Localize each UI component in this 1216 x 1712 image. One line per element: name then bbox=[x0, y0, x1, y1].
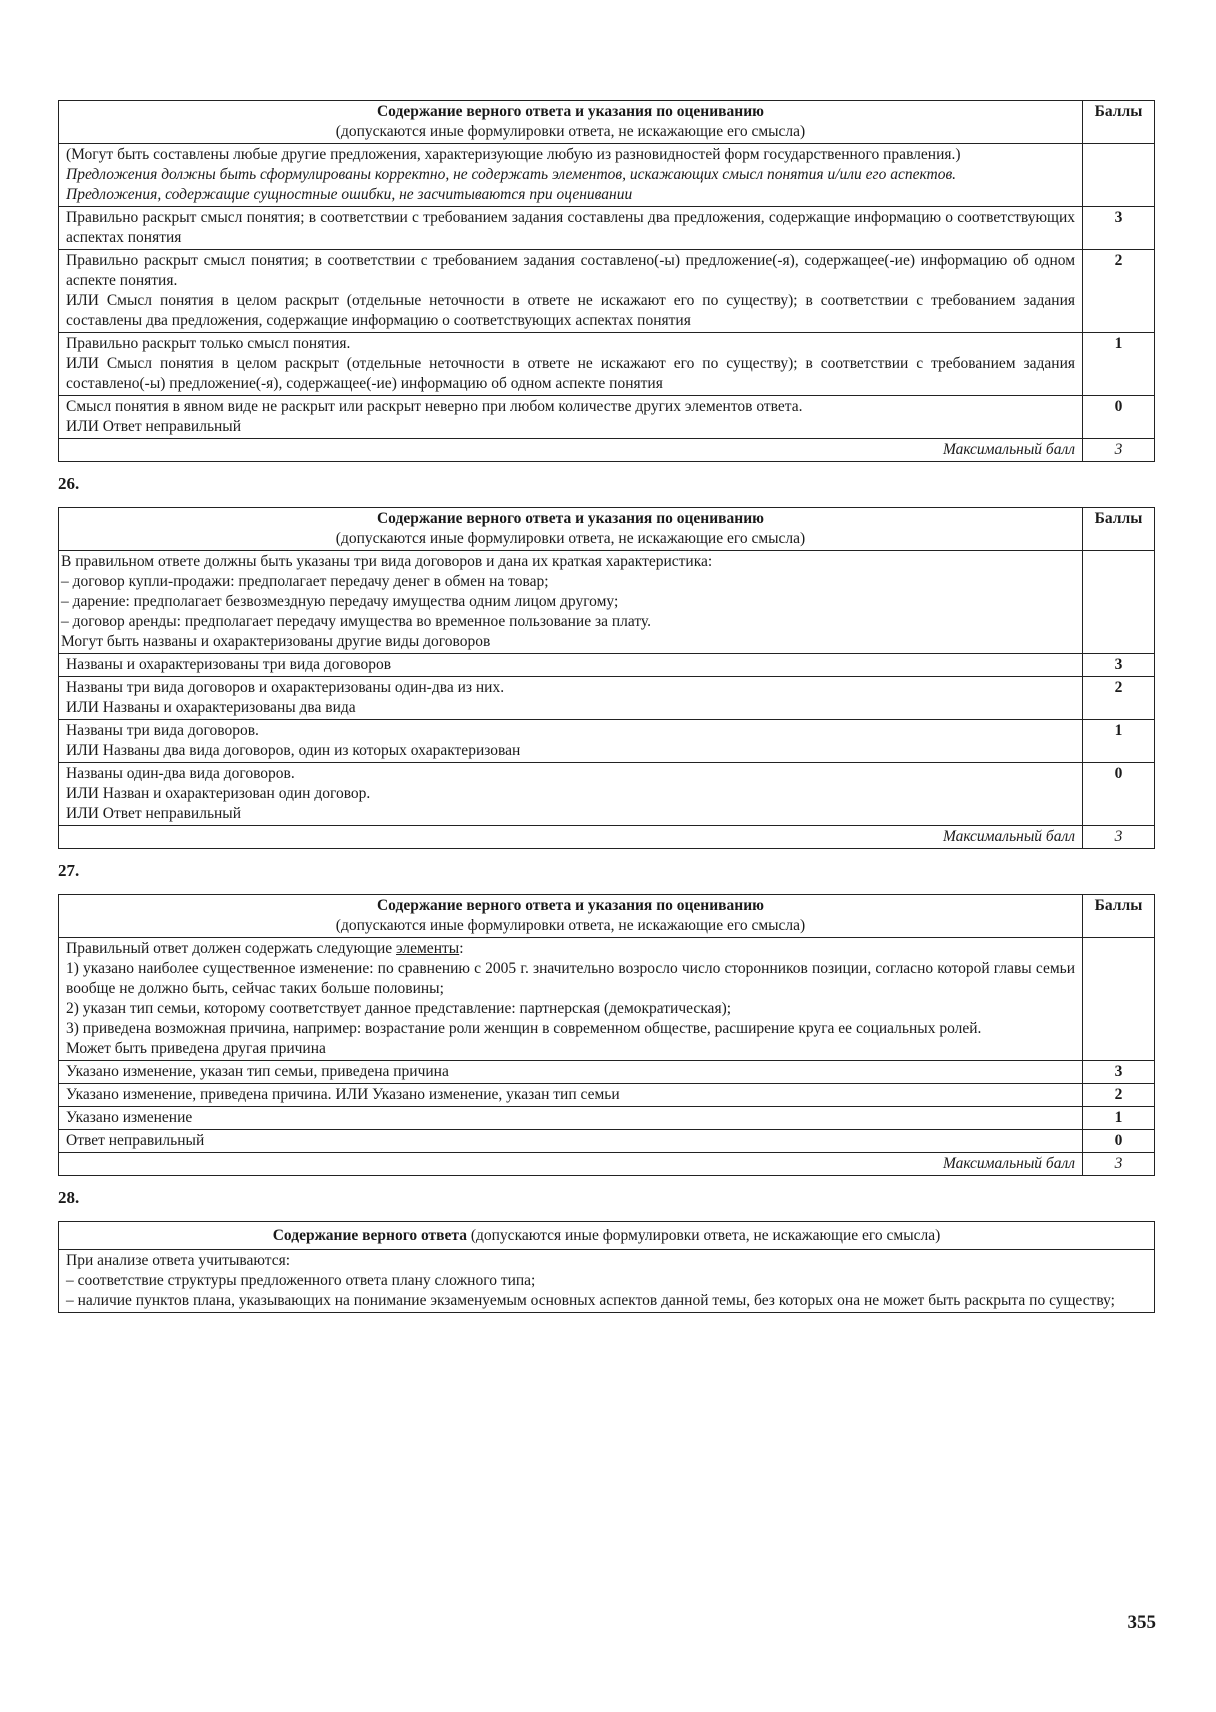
points-value: 1 bbox=[1083, 333, 1155, 396]
table-row bbox=[59, 551, 1155, 654]
points-header: Баллы bbox=[1083, 895, 1155, 938]
q26-scoring-table bbox=[58, 507, 1155, 849]
q28-scoring-table bbox=[58, 1221, 1155, 1313]
table-row: Указано изменение 1 bbox=[59, 1107, 1155, 1130]
table-row: Указано изменение, указан тип семьи, приведена причина 3 bbox=[59, 1061, 1155, 1084]
points-value: 0 bbox=[1083, 763, 1155, 826]
table-row: Названы три вида договоров и охарактеризованы один-два из них. ИЛИ Названы и охарактеризованы два вида 2 bbox=[59, 677, 1155, 720]
points-value: 3 bbox=[1083, 1061, 1155, 1084]
table-row bbox=[59, 938, 1155, 1061]
points-value: 0 bbox=[1083, 1130, 1155, 1153]
points-value: 1 bbox=[1083, 720, 1155, 763]
content-header: Содержание верного ответа и указания по оцениванию (допускаются иные формулировки ответа, не искажающие его смысла) bbox=[59, 508, 1083, 551]
max-score-value: 3 bbox=[1083, 439, 1155, 462]
table-row: Правильно раскрыт только смысл понятия. ИЛИ Смысл понятия в целом раскрыт (отдельные неточности в ответе не искажают его по существу); в соответствии с требованием задания составлено(-ы) предложение(-я), содержащее(-ие) информацию об одном аспекте понятия 1 bbox=[59, 333, 1155, 396]
max-score-label: Максимальный балл bbox=[59, 439, 1083, 462]
table-row: Названы один-два вида договоров. ИЛИ Назван и охарактеризован один договор. ИЛИ Ответ неправильный 0 bbox=[59, 763, 1155, 826]
q27-intro: Правильный ответ должен содержать следующие элементы: 1) указано наиболее существенное изменение: по сравнению с 2005 г. значительно возросло число сторонников позиции, согласно которой главы семьи вообще не должно быть, сейчас таких больше половины; 2) указан тип семьи, которому соответствует данное представление: партнерская (демократическая); 3) приведена возможная причина, например: возрастание роли женщин в современном обществе, расширение круга ее социальных ролей. Может быть приведена другая причина bbox=[59, 938, 1083, 1061]
table-row: Названы три вида договоров. ИЛИ Названы два вида договоров, один из которых охарактеризован 1 bbox=[59, 720, 1155, 763]
max-score-value: 3 bbox=[1083, 1153, 1155, 1176]
q25-scoring-table bbox=[58, 100, 1155, 462]
max-score-label: Максимальный балл bbox=[59, 1153, 1083, 1176]
content-header: Содержание верного ответа (допускаются иные формулировки ответа, не искажающие его смысла) bbox=[59, 1222, 1155, 1250]
content-header: Содержание верного ответа и указания по оцениванию (допускаются иные формулировки ответа, не искажающие его смысла) bbox=[59, 895, 1083, 938]
max-score-label: Максимальный балл bbox=[59, 826, 1083, 849]
points-value: 2 bbox=[1083, 1084, 1155, 1107]
table-row bbox=[59, 144, 1155, 207]
answer-key-page bbox=[58, 100, 1155, 1313]
page-number: 355 bbox=[1127, 1612, 1156, 1633]
question-number-28: 28. bbox=[58, 1188, 80, 1207]
points-value: 2 bbox=[1083, 250, 1155, 333]
table-header-row bbox=[59, 508, 1155, 551]
table-header-row bbox=[59, 101, 1155, 144]
points-value: 3 bbox=[1083, 654, 1155, 677]
q28-content: При анализе ответа учитываются: – соответствие структуры предложенного ответа плану сложного типа; – наличие пунктов плана, указывающих на понимание экзаменуемым основных аспектов данной темы, без которых она не может быть раскрыта по существу; bbox=[59, 1250, 1155, 1313]
table-header-row bbox=[59, 895, 1155, 938]
q25-intro: (Могут быть составлены любые другие предложения, характеризующие любую из разновидностей форм государственного правления.) Предложения должны быть сформулированы корректно, не содержать элементов, искажающих смысл понятия и/или его аспектов. Предложения, содержащие сущностные ошибки, не засчитываются при оценивании bbox=[59, 144, 1083, 207]
max-score-value: 3 bbox=[1083, 826, 1155, 849]
table-row bbox=[59, 1250, 1155, 1313]
table-row: Смысл понятия в явном виде не раскрыт или раскрыт неверно при любом количестве других элементов ответа. ИЛИ Ответ неправильный 0 bbox=[59, 396, 1155, 439]
content-header: Содержание верного ответа и указания по оцениванию (допускаются иные формулировки ответа, не искажающие его смысла) bbox=[59, 101, 1083, 144]
table-row: Названы и охарактеризованы три вида договоров 3 bbox=[59, 654, 1155, 677]
points-value: 3 bbox=[1083, 207, 1155, 250]
q27-scoring-table bbox=[58, 894, 1155, 1176]
points-header: Баллы bbox=[1083, 508, 1155, 551]
table-row: Правильно раскрыт смысл понятия; в соответствии с требованием задания составлено(-ы) предложение(-я), содержащее(-ие) информацию об одном аспекте понятия. ИЛИ Смысл понятия в целом раскрыт (отдельные неточности в ответе не искажают его по существу); в соответствии с требованием задания составлены два предложения, содержащие информацию о соответствующих аспектах понятия 2 bbox=[59, 250, 1155, 333]
question-number-26: 26. bbox=[58, 474, 80, 493]
table-row: Ответ неправильный 0 bbox=[59, 1130, 1155, 1153]
points-header: Баллы bbox=[1083, 101, 1155, 144]
table-row: Правильно раскрыт смысл понятия; в соответствии с требованием задания составлены два предложения, содержащие информацию о соответствующих аспектах понятия 3 bbox=[59, 207, 1155, 250]
question-number-27: 27. bbox=[58, 861, 80, 880]
points-value: 2 bbox=[1083, 677, 1155, 720]
max-score-row bbox=[59, 1153, 1155, 1176]
table-row: Указано изменение, приведена причина. ИЛИ Указано изменение, указан тип семьи 2 bbox=[59, 1084, 1155, 1107]
table-header-row bbox=[59, 1222, 1155, 1250]
points-value: 0 bbox=[1083, 396, 1155, 439]
max-score-row bbox=[59, 439, 1155, 462]
q26-intro: В правильном ответе должны быть указаны три вида договоров и дана их краткая характеристика: – договор купли-продажи: предполагает передачу денег в обмен на товар; – дарение: предполагает безвозмездную передачу имущества одним лицом другому; – договор аренды: предполагает передачу имущества во временное пользование за плату. Могут быть названы и охарактеризованы другие виды договоров bbox=[59, 551, 1083, 654]
max-score-row bbox=[59, 826, 1155, 849]
points-value: 1 bbox=[1083, 1107, 1155, 1130]
